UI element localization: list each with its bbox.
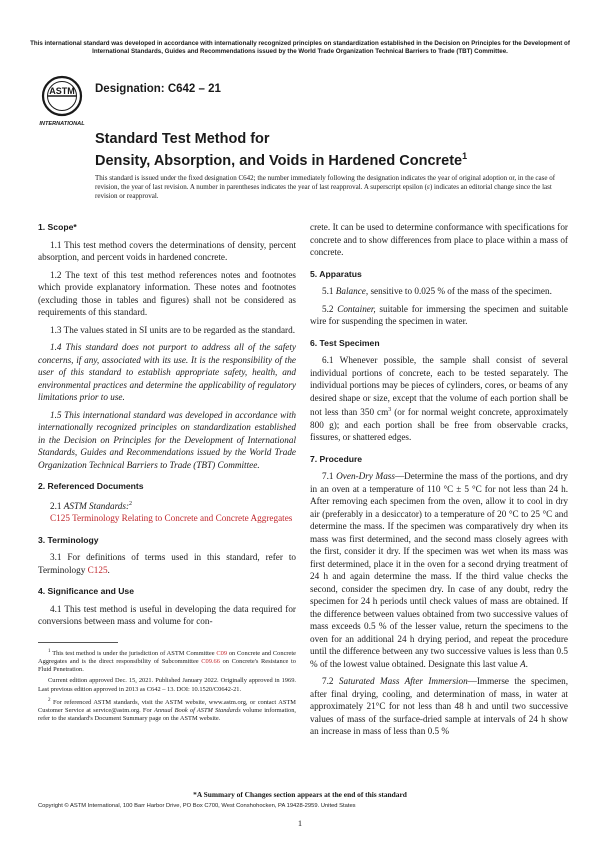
- procedure-7-1: 7.1 Oven-Dry Mass—Determine the mass of the portions, and dry in an oven at a temperature of 110 °C ± 5 °C for not less than 24 h. After removing each specimen from the oven, allow it to cool in dry air (preferably in a desiccator) to a temperature of 20 °C to 25 °C and determine the mass. If the specimen was comparatively dry when its mass was first determined, and the second mass closely agrees with the first, consider it dry. If the specimen was wet when its mass was first determined, place it in the oven for a second drying treatment of 24 h and again determine the mass. If the third value checks the second, consider the specimen dry. In case of any doubt, redry the specimen for 24 h periods until check values of mass are obtained. If the difference between values obtained from two successive values of mass exceeds 0.5 % of the lesser value, return the specimens to the oven for an additional 24 h drying period, and repeat the procedure until the difference between any two successive values is less than 0.5 % of the lowest value obtained. Designate this last value A.: [310, 471, 568, 669]
- procedure-7-2: 7.2 Saturated Mass After Immersion—Immerse the specimen, after final drying, cooling, and determination of mass, in water at approximately 21°C for not less than 48 h and until two successive values of mass of the surface-dried sample at intervals of 24 h show an increase in mass of less than 0.5 %: [310, 676, 568, 737]
- title-footnote-mark: 1: [462, 151, 468, 161]
- logo-top-text: ASTM: [49, 86, 75, 96]
- ref-code-link[interactable]: C125: [50, 513, 70, 524]
- referenced-docs-heading: 2. Referenced Documents: [38, 481, 144, 491]
- scope-1-2: 1.2 The text of this test method references notes and footnotes which provide explanatory information. These notes and footnotes (excluding those in tables and figures) shall not be considered as requirements of this standard.: [38, 269, 296, 317]
- apparatus-heading: 5. Apparatus: [310, 268, 362, 279]
- page-number: 1: [297, 818, 303, 828]
- specimen-6-1: 6.1 Whenever possible, the sample shall consist of several individual portions of concrete, each to be tested separately. The individual portions may be pieces of cylinders, cores, or beams of any desired shape or size, except that the volume of each portion shall be not less than 350 $cm^3$ (or for normal weight concrete, approximately 800 g); and each portion shall be free from observable cracks, fissures, or shattered edges.: [310, 355, 568, 443]
- title-line-2: Density, Absorption, and Voids in Hardened Concrete: [95, 152, 463, 169]
- footnote-divider: [38, 642, 118, 643]
- scope-1-1: 1.1 This test method covers the determinations of density, percent absorption, and percent voids in hardened concrete.: [38, 239, 296, 262]
- logo-bottom-text: INTERNATIONAL: [39, 121, 85, 127]
- footnote-edition: Current edition approved Dec. 15, 2021. Published January 2022. Originally approved in 1969. Last previous edition approved in 2013 as C642 – 13. DOI: 10.1520/C0642-21.: [38, 677, 296, 693]
- designation: Designation: C642 – 21: [95, 83, 221, 95]
- issue-note: This standard is issued under the fixed designation C642; the number immediately following the designation indicates the year of original adoption or, in the case of revision, the year of last revision. A number in parentheses indicates the year of last reapproval. A superscript epsilon (ε) indicates an editorial change since the last revision or reapproval.: [95, 174, 556, 200]
- apparatus-5-1: 5.1 Balance, sensitive to 0.025 % of the mass of the specimen.: [322, 286, 552, 296]
- astm-logo-icon: [39, 75, 85, 129]
- footnote-2: $^2$ For referenced ASTM standards, visit the ASTM website, www.astm.org, or contact ASTM Customer Service at service@astm.org. For Annual Book of ASTM Standards volume information, refer to the standard's Document Summary page on the ASTM website.: [38, 697, 296, 723]
- committee-c09-link[interactable]: C09: [216, 649, 228, 657]
- scope-1-5: 1.5 This international standard was developed in accordance with internationally recognized principles on standardization established in the Decision on Principles for the Development of International Standards, Guides and Recommendations issued by the World Trade Organization Technical Barriers to Trade (TBT) Committee.: [38, 409, 296, 470]
- terminology-heading: 3. Terminology: [38, 534, 99, 545]
- scope-heading: 1. Scope*: [38, 222, 77, 232]
- astm-logo: [39, 75, 85, 129]
- significance-4-1: 4.1 This test method is useful in developing the data required for conversions between mass and volume for con-: [38, 603, 296, 627]
- page-title: [95, 131, 555, 170]
- copyright-line: Copyright © ASTM International, 100 Barr Harbor Drive, PO Box C700, West Conshohocken, PA 19428-2959. United States: [38, 803, 356, 809]
- subcommittee-c0966-link[interactable]: C09.66: [201, 657, 220, 665]
- terminology-c125-link[interactable]: C125: [87, 564, 108, 575]
- reference-c125[interactable]: [38, 512, 296, 525]
- significance-heading: 4. Significance and Use: [38, 586, 134, 597]
- left-column: [38, 221, 296, 726]
- title-line-1: Standard Test Method for: [95, 131, 270, 147]
- specimen-heading: 6. Test Specimen: [310, 337, 380, 348]
- scope-1-4: 1.4 This standard does not purport to address all of the safety concerns, if any, associated with its use. It is the responsibility of the user of this standard to establish appropriate safety, health, and environmental practices and determine the applicability of regulatory limitations prior to use.: [38, 342, 296, 402]
- procedure-heading: 7. Procedure: [310, 453, 363, 464]
- significance-4-1-continued: crete. It can be used to determine conformance with specifications for concrete and to show differences from place to place within a mass of concrete.: [310, 222, 568, 257]
- ref-title-link[interactable]: Terminology Relating to Concrete and Concrete Aggregates: [72, 513, 293, 524]
- scope-1-3: 1.3 The values stated in SI units are to be regarded as the standard.: [50, 324, 296, 335]
- right-column: [310, 221, 568, 743]
- standards-notice: This international standard was developed in accordance with internationally recognized principles on standardization established in the Decision on Principles for the Development of International Standards, Guides and Recommendations issued by the World Trade Organization Technical Barriers to Trade (TBT) Committee.: [30, 40, 570, 55]
- astm-standards-label: 2.1 ASTM Standards:$^2$: [50, 500, 133, 511]
- terminology-3-1: 3.1 For definitions of terms used in this standard, refer to Terminology C125.: [38, 552, 296, 575]
- apparatus-5-2: 5.2 Container, suitable for immersing the specimen and suitable wire for suspending the specimen in water.: [310, 303, 568, 326]
- summary-of-changes-notice: *A Summary of Changes section appears at the end of this standard: [193, 790, 407, 799]
- footnote-1: $^1$ This test method is under the jurisdiction of ASTM Committee C09 on Concrete and Concrete Aggregates and is the direct responsibility of Subcommittee C09.66 on Concrete's Resistance to Fluid Penetration.: [38, 648, 296, 674]
